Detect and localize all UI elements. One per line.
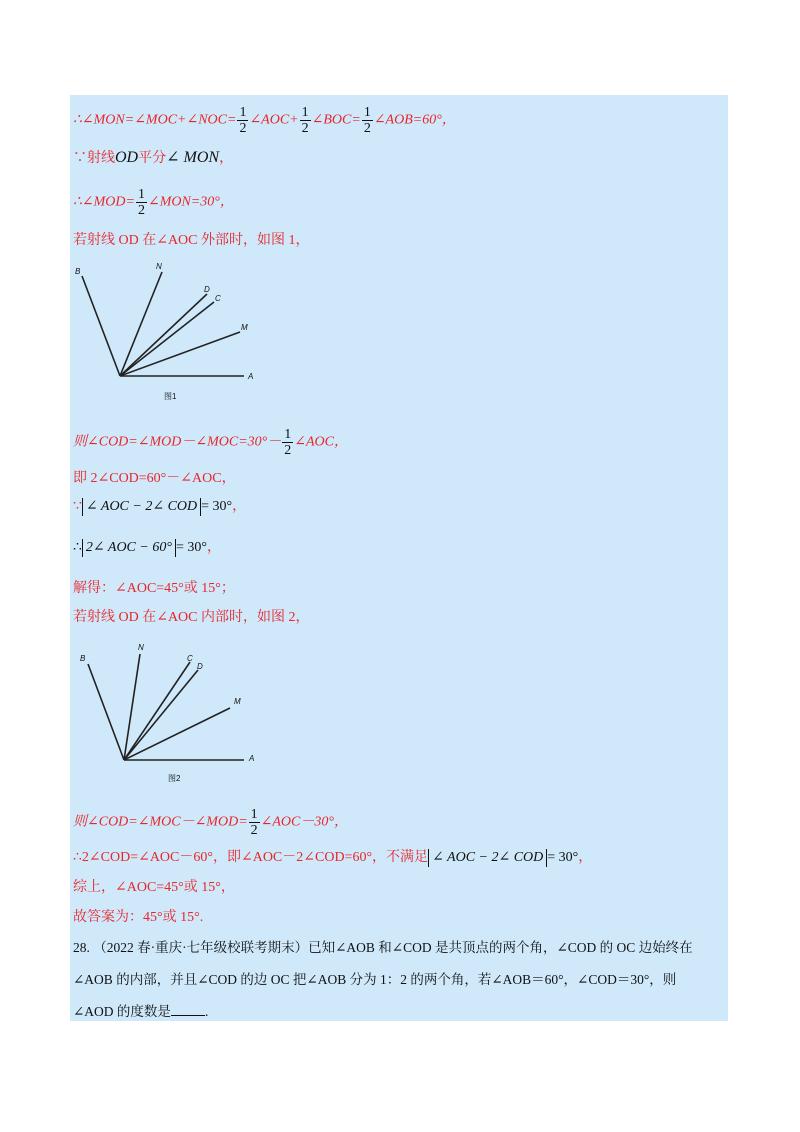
ray-od [120,294,207,376]
solution-line-8 [73,538,221,558]
text: ∠AOD 的度数是 [73,1004,171,1019]
question-28-line-3 [73,1001,208,1022]
fraction-half: $\frac{1}{2}$ [301,105,309,136]
label-d: D [204,285,210,294]
text: ∠BOC= [311,112,361,128]
ray-ob [88,664,124,760]
text: 平分 [138,151,167,166]
label-d: D [197,662,203,671]
text: ∴∠MON=∠MOC+∠NOC= [73,112,237,128]
absolute-value: 2∠ AOC − 60° [82,539,176,557]
ray-ob [82,276,120,376]
text: = 30° [175,540,207,555]
text: ∴ [73,540,82,555]
solution-line-2 [73,148,233,169]
text: ∠AOB=60°， [373,112,456,128]
figure-2-caption: 图2 [168,774,181,783]
text: ∠MON=30°， [147,194,234,210]
ray-oc [124,662,190,760]
text: = 30° [201,499,233,514]
text: ， [232,499,247,514]
solution-line-9: 解得：∠AOC=45°或 15°； [73,581,235,596]
answer-blank[interactable] [171,1001,205,1016]
label-n: N [138,643,144,652]
label-m: M [234,697,241,706]
solution-line-6: 即 2∠COD=60°－∠AOC， [73,471,236,486]
label-b: B [80,654,86,663]
text: ∠AOC， [294,434,348,450]
absolute-value: ∠ AOC − 2∠ COD [82,498,201,516]
ray-om [120,332,240,376]
label-c: C [215,294,221,303]
fraction-half: $\frac{1}{2}$ [363,105,371,136]
figure-2 [70,636,270,786]
question-28-line-1: 28. （2022 春·重庆·七年级校联考期末）已知∠AOB 和∠COD 是共顶点的两个角，∠COD 的 OC 边始终在 [73,940,693,955]
text: ∵射线 [73,151,115,166]
fraction-half: $\frac{1}{2}$ [284,427,292,458]
fraction-half: $\frac{1}{2}$ [239,105,247,136]
solution-line-14: 故答案为：45°或 15°. [73,910,204,925]
text: OD [115,149,139,166]
label-b: B [75,267,81,276]
text: ∴∠MOD= [73,194,135,210]
label-a: A [249,754,255,763]
solution-line-13: 综上，∠AOC=45°或 15°， [73,880,235,895]
solution-line-12 [73,848,592,868]
label-a: A [248,372,254,381]
figure-1 [70,258,270,408]
text: ， [219,151,234,166]
figure-1-caption: 图1 [164,392,177,401]
text: = 30° [547,850,579,865]
label-m: M [241,323,248,332]
label-c: C [187,654,193,663]
text: ∴2∠COD=∠AOC－60°，即∠AOC－2∠COD=60°，不满足 [73,850,429,865]
text: 则∠COD=∠MOC－∠MOD= [73,814,248,830]
text: ， [206,540,221,555]
text: ∵ [73,499,82,514]
question-28-line-2: ∠AOB 的内部，并且∠COD 的边 OC 把∠AOB 分为 1：2 的两个角，若∠AOB＝60°，∠COD＝30°，则 [73,972,677,987]
solution-line-7 [73,497,246,517]
solution-line-5 [73,427,348,458]
text: ∠AOC+ [249,112,299,128]
fraction-half: $\frac{1}{2}$ [250,807,258,838]
solution-line-1 [73,105,456,136]
text: ∠ MON [166,149,220,166]
text: ， [578,850,593,865]
solution-line-4: 若射线 OD 在∠AOC 外部时，如图 1， [73,233,310,248]
text: . [204,1004,209,1019]
text: ∠AOC－30°， [260,814,348,830]
absolute-value: ∠ AOC − 2∠ COD [428,849,547,867]
label-n: N [156,262,162,271]
solution-line-10: 若射线 OD 在∠AOC 内部时，如图 2， [73,610,310,625]
ray-om [124,708,230,760]
text: 则∠COD=∠MOD－∠MOC=30°－ [73,434,282,450]
solution-line-11 [73,807,348,838]
solution-line-3 [73,187,234,218]
fraction-half: $\frac{1}{2}$ [137,187,145,218]
